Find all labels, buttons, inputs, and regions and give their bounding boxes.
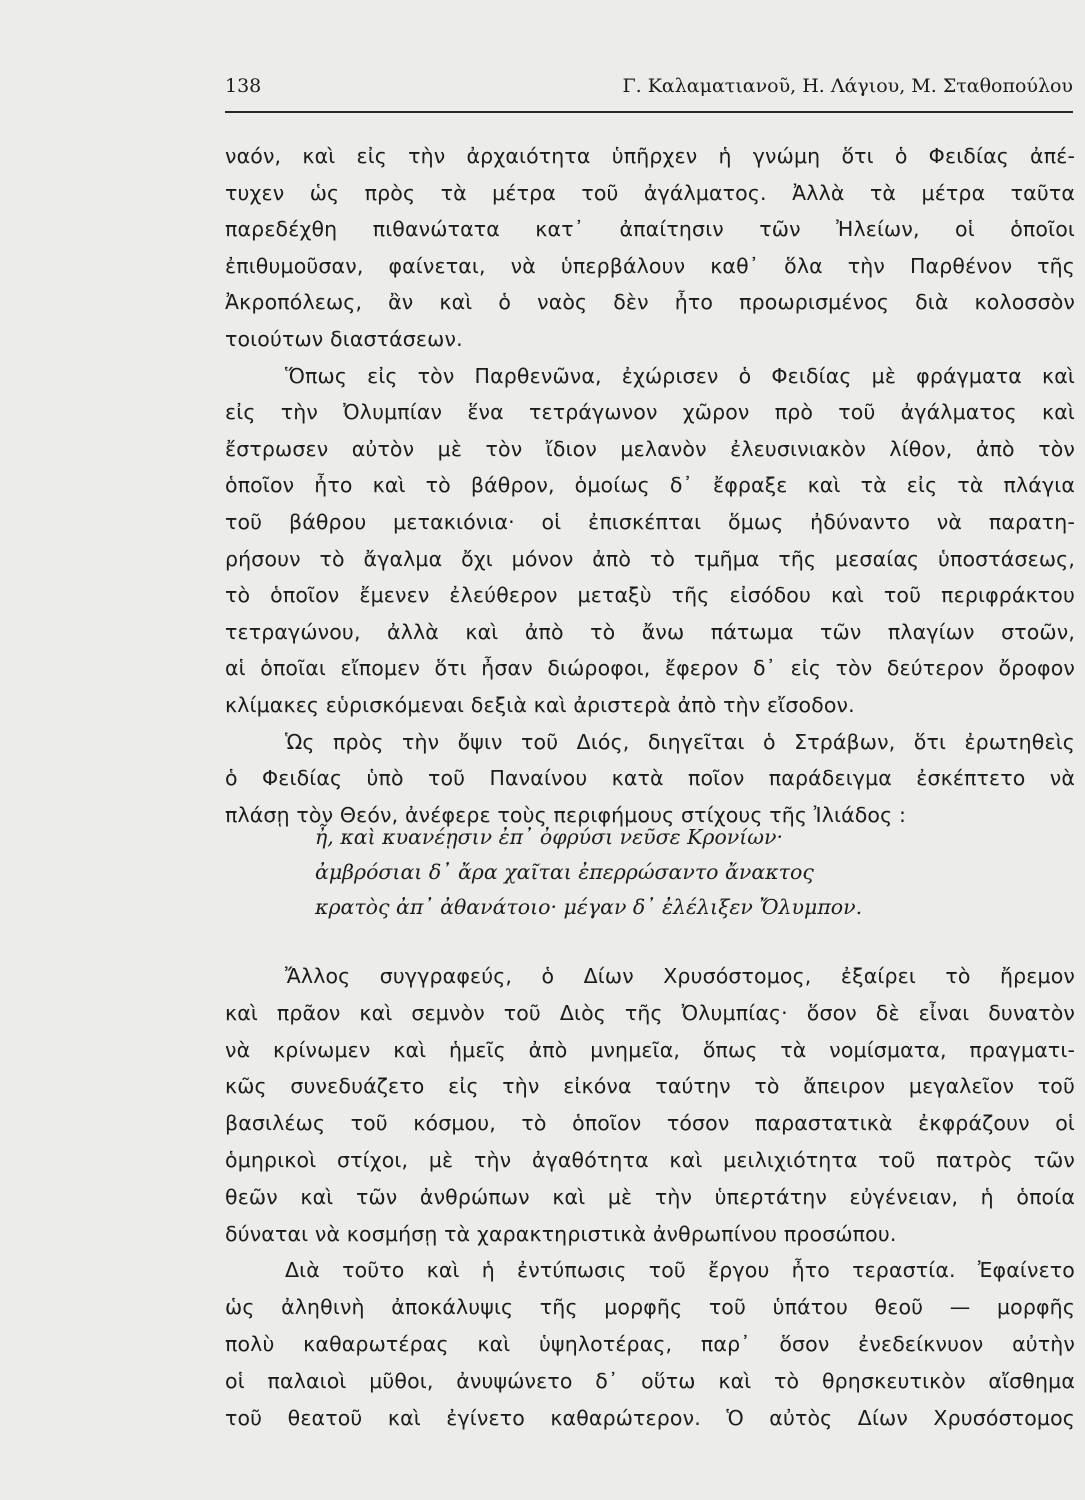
text-line: Ὡς πρὸς τὴν ὄψιν τοῦ Διός, διηγεῖται ὁ Στράβων, ὅτι ἐρωτηθεὶς [285, 729, 1075, 754]
text-line: ὡς ἀληθινὴ ἀποκάλυψις τῆς μορφῆς τοῦ ὑπάτου θεοῦ — μορφῆς [225, 1295, 1075, 1320]
poem-line: ἀμβρόσιαι δ᾽ ἄρα χαῖται ἐπερρώσαντο ἄνακτος [315, 860, 814, 884]
homer-quotation [315, 820, 862, 925]
text-line: τὸ ὁποῖον ἔμενεν ἐλεύθερον μεταξὺ τῆς εἰσόδου καὶ τοῦ περιφράκτου [225, 583, 1075, 608]
poem-line: κρατὸς ἀπ᾽ ἀθανάτοιο· μέγαν δ᾽ ἐλέλιξεν Ὄλυμπον. [315, 895, 863, 919]
text-line: παρεδέχθη πιθανώτατα κατ᾽ ἀπαίτησιν τῶν Ἠλείων, οἱ ὁποῖοι [225, 217, 1075, 242]
page-number: 138 [225, 75, 262, 97]
page-header [225, 75, 1073, 105]
text-line: εἰς τὴν Ὀλυμπίαν ἕνα τετράγωνον χῶρον πρὸ τοῦ ἀγάλματος καὶ [225, 400, 1075, 425]
text-line: νὰ κρίνωμεν καὶ ἡμεῖς ἀπὸ μνημεῖα, ὅπως τὰ νομίσματα, πραγματι- [225, 1037, 1075, 1062]
text-line: ἐπιθυμοῦσαν, φαίνεται, νὰ ὑπερβάλουν καθ᾽ ὅλα τὴν Παρθένον τῆς [225, 253, 1075, 278]
text-line: τυχεν ὡς πρὸς τὰ μέτρα τοῦ ἀγάλματος. Ἀλλὰ τὰ μέτρα ταῦτα [225, 180, 1075, 205]
text-line: τοῦ βάθρου μετακιόνια· οἱ ἐπισκέπται ὅμως ἠδύναντο νὰ παρατη- [225, 509, 1075, 534]
body-text-top [225, 138, 1075, 833]
text-line: δύναται νὰ κοσμήσῃ τὰ χαρακτηριστικὰ ἀνθρωπίνου προσώπου. [225, 1221, 897, 1246]
header-rule [225, 111, 1073, 113]
text-line: τετραγώνου, ἀλλὰ καὶ ἀπὸ τὸ ἄνω πάτωμα τῶν πλαγίων στοῶν, [225, 619, 1075, 644]
text-line: Ἄλλος συγγραφεύς, ὁ Δίων Χρυσόστομος, ἐξαίρει τὸ ἤρεμον [285, 964, 1075, 988]
text-line: οἱ παλαιοὶ μῦθοι, ἀνυψώνετο δ᾽ οὕτω καὶ τὸ θρησκευτικὸν αἴσθημα [225, 1368, 1075, 1393]
text-line: ναόν, καὶ εἰς τὴν ἀρχαιότητα ὑπῆρχεν ἡ γνώμη ὅτι ὁ Φειδίας ἀπέ- [225, 144, 1075, 168]
text-line: θεῶν καὶ τῶν ἀνθρώπων καὶ μὲ τὴν ὑπερτάτην εὐγένειαν, ἡ ὁποία [225, 1184, 1075, 1209]
text-line: Ἀκροπόλεως, ἂν καὶ ὁ ναὸς δὲν ἦτο προωρισμένος διὰ κολοσσὸν [225, 290, 1075, 315]
body-text-bottom [225, 958, 1075, 1436]
running-head: Γ. Καλαματιανοῦ, Η. Λάγιου, Μ. Σταθοπούλου [622, 75, 1073, 97]
text-line: πλάσῃ τὸν Θεόν, ἀνέφερε τοὺς περιφήμους στίχους τῆς Ἰλιάδος : [225, 802, 907, 827]
text-line: καὶ πρᾶον καὶ σεμνὸν τοῦ Διὸς τῆς Ὀλυμπίας· ὅσον δὲ εἶναι δυνατὸν [225, 1000, 1075, 1025]
text-line: κλίμακες εὑρισκόμεναι δεξιὰ καὶ ἀριστερὰ ἀπὸ τὴν εἴσοδον. [225, 692, 855, 717]
text-line: ρήσουν τὸ ἄγαλμα ὄχι μόνον ἀπὸ τὸ τμῆμα τῆς μεσαίας ὑποστάσεως, [225, 546, 1075, 571]
text-line: Διὰ τοῦτο καὶ ἡ ἐντύπωσις τοῦ ἔργου ἦτο τεραστία. Ἐφαίνετο [285, 1258, 1075, 1283]
text-line: ὁποῖον ἦτο καὶ τὸ βάθρον, ὁμοίως δ᾽ ἔφραξε καὶ τὰ εἰς τὰ πλάγια [225, 473, 1075, 498]
poem-line: ἦ, καὶ κυανέῃσιν ἐπ᾽ ὀφρύσι νεῦσε Κρονίων· [315, 825, 783, 849]
text-line: πολὺ καθαρωτέρας καὶ ὑψηλοτέρας, παρ᾽ ὅσον ἐνεδείκνυον αὐτὴν [225, 1331, 1075, 1356]
text-line: τοῦ θεατοῦ καὶ ἐγίνετο καθαρώτερον. Ὁ αὐτὸς Δίων Χρυσόστομος [225, 1405, 1075, 1430]
text-line: αἱ ὁποῖαι εἴπομεν ὅτι ἦσαν διώροφοι, ἔφερον δ᾽ εἰς τὸν δεύτερον ὄροφον [225, 656, 1075, 681]
text-line: ὁ Φειδίας ὑπὸ τοῦ Παναίνου κατὰ ποῖον παράδειγμα ἐσκέπτετο νὰ [225, 766, 1075, 791]
text-line: Ὅπως εἰς τὸν Παρθενῶνα, ἐχώρισεν ὁ Φειδίας μὲ φράγματα καὶ [285, 363, 1075, 388]
text-line: ἔστρωσεν αὐτὸν μὲ τὸν ἴδιον μελανὸν ἐλευσινιακὸν λίθον, ἀπὸ τὸν [225, 436, 1075, 461]
text-line: κῶς συνεδυάζετο εἰς τὴν εἰκόνα ταύτην τὸ ἄπειρον μεγαλεῖον τοῦ [225, 1074, 1075, 1099]
text-line: τοιούτων διαστάσεων. [225, 326, 463, 351]
text-line: ὁμηρικοὶ στίχοι, μὲ τὴν ἀγαθότητα καὶ μειλιχιότητα τοῦ πατρὸς τῶν [225, 1147, 1075, 1172]
text-line: βασιλέως τοῦ κόσμου, τὸ ὁποῖον τόσον παραστατικὰ ἐκφράζουν οἱ [225, 1111, 1075, 1136]
